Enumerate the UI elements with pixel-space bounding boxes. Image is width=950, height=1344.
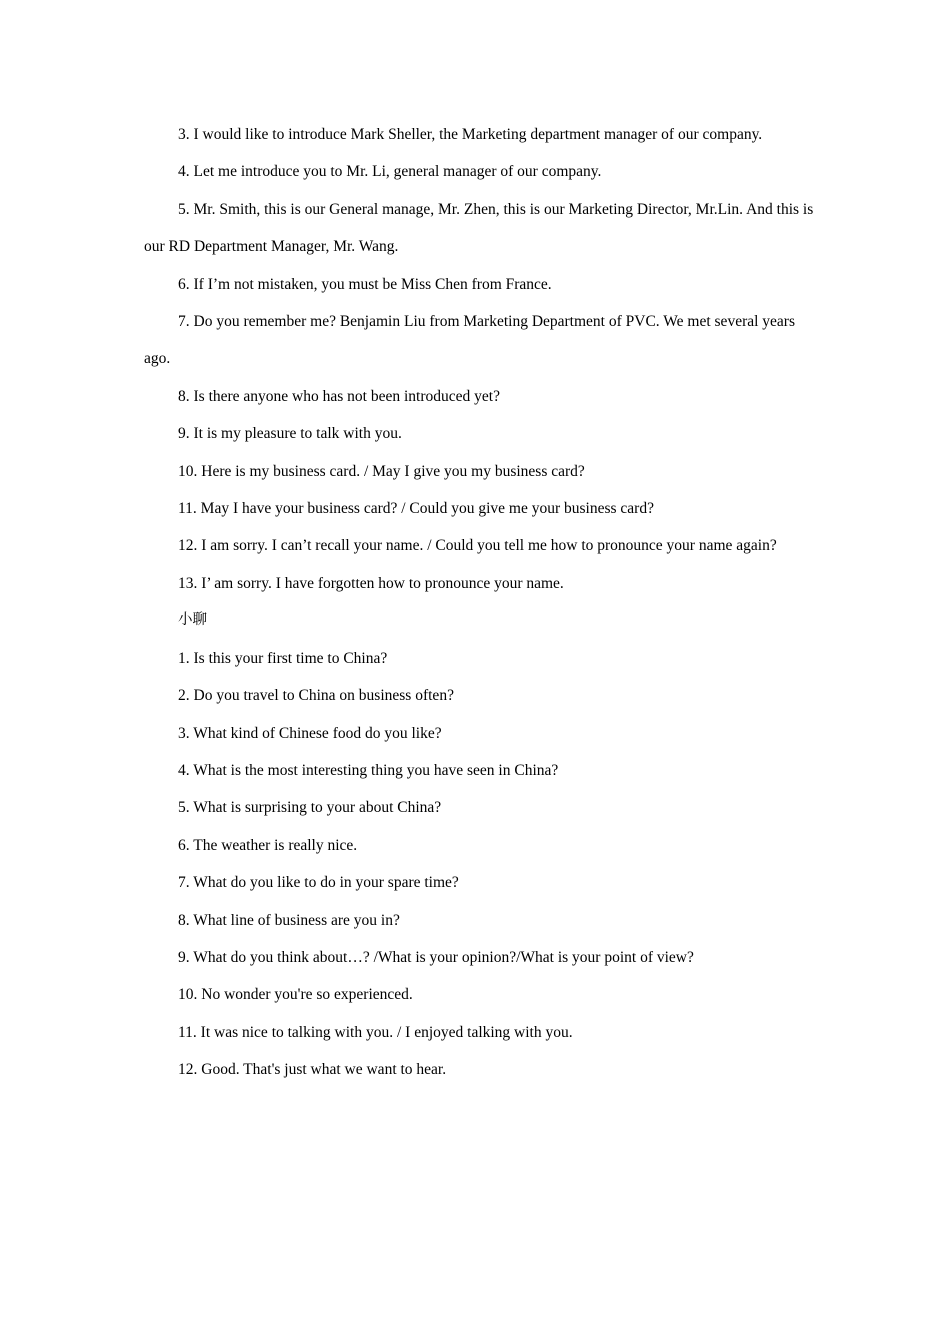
intro-item: 8. Is there anyone who has not been introduced yet? — [178, 387, 500, 405]
small-talk-item: 12. Good. That's just what we want to hear. — [178, 1061, 447, 1079]
small-talk-item: 3. What kind of Chinese food do you like? — [178, 724, 442, 742]
small-talk-item: 5. What is surprising to your about China? — [178, 799, 442, 817]
intro-item: 12. I am sorry. I can’t recall your name. / Could you tell me how to pronounce your name again? — [178, 537, 777, 555]
intro-item: 5. Mr. Smith, this is our General manage, Mr. Zhen, this is our Marketing Director, Mr.Lin. And this is our RD Department Manager, Mr. Wang. — [144, 200, 814, 256]
small-talk-item: 7. What do you like to do in your spare time? — [178, 874, 459, 892]
small-talk-item: 11. It was nice to talking with you. / I enjoyed talking with you. — [178, 1023, 573, 1041]
intro-item: 6. If I’m not mistaken, you must be Miss Chen from France. — [178, 275, 552, 293]
intro-item: 9. It is my pleasure to talk with you. — [178, 425, 402, 443]
intro-item: 13. I’ am sorry. I have forgotten how to pronounce your name. — [178, 574, 564, 592]
intro-item: 7. Do you remember me? Benjamin Liu from Marketing Department of PVC. We met several years ago. — [144, 313, 795, 368]
small-talk-item: 10. No wonder you're so experienced. — [178, 986, 413, 1004]
section-heading: 小聊 — [178, 612, 207, 629]
intro-item: 3. I would like to introduce Mark Sheller, the Marketing department manager of our company. — [178, 126, 763, 143]
small-talk-item: 6. The weather is really nice. — [178, 836, 358, 854]
small-talk-item: 2. Do you travel to China on business often? — [178, 687, 454, 705]
intro-item: 10. Here is my business card. / May I give you my business card? — [178, 462, 585, 480]
intro-item: 11. May I have your business card? / Could you give me your business card? — [178, 500, 654, 518]
small-talk-item: 4. What is the most interesting thing you have seen in China? — [178, 761, 559, 779]
small-talk-item: 1. Is this your first time to China? — [178, 649, 388, 667]
intro-item: 4. Let me introduce you to Mr. Li, general manager of our company. — [178, 163, 602, 181]
document-body — [144, 116, 816, 1089]
small-talk-item: 9. What do you think about…? /What is your opinion?/What is your point of view? — [178, 948, 694, 966]
small-talk-item: 8. What line of business are you in? — [178, 911, 400, 929]
